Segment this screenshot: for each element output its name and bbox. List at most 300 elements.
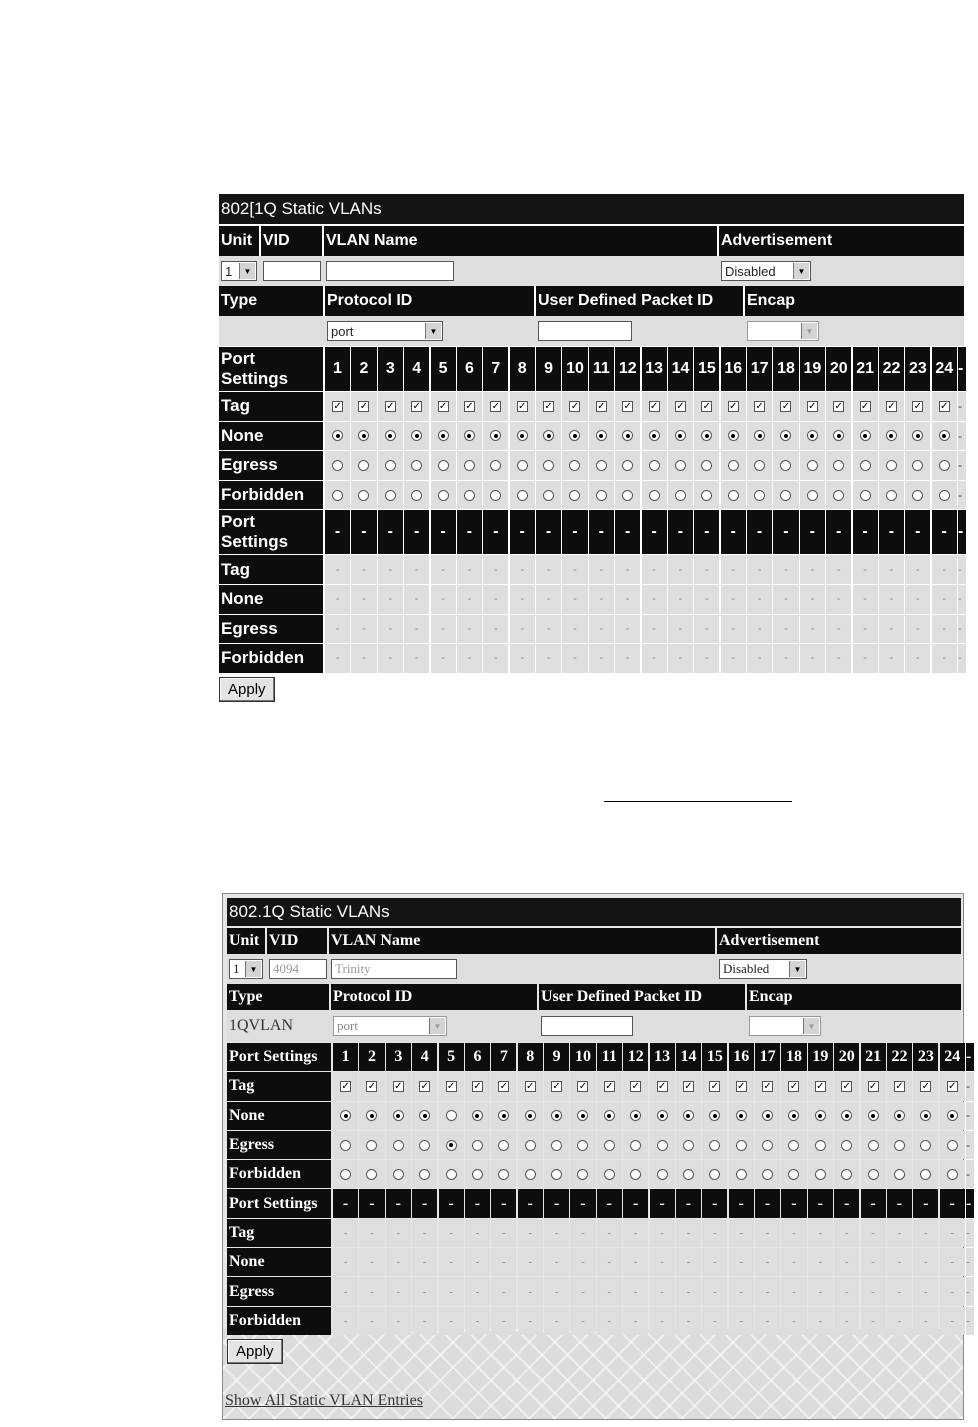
- tag-checkbox[interactable]: ✓: [729, 400, 738, 412]
- egress-radio[interactable]: [472, 1140, 483, 1151]
- encap-select[interactable]: [747, 321, 819, 341]
- empty-port-cell: -: [966, 1248, 974, 1276]
- port-cell: [932, 481, 957, 510]
- empty-port-cell: -: [333, 1248, 358, 1276]
- port-cell: [853, 451, 878, 480]
- forbidden-radio[interactable]: [498, 1169, 509, 1180]
- forbidden-radio[interactable]: [438, 490, 449, 501]
- none-radio[interactable]: [701, 430, 712, 441]
- tag-checkbox[interactable]: ✓: [921, 1080, 931, 1092]
- empty-port-cell: -: [861, 1307, 886, 1335]
- none-radio[interactable]: [498, 1110, 509, 1121]
- port-overflow-cell: -: [958, 347, 966, 391]
- egress-radio[interactable]: [490, 460, 501, 471]
- tag-checkbox[interactable]: ✓: [570, 400, 580, 412]
- port-cell: [834, 1160, 859, 1188]
- none-radio[interactable]: [577, 1110, 588, 1121]
- tag-checkbox[interactable]: ✓: [394, 1080, 403, 1092]
- none-radio[interactable]: [833, 430, 844, 441]
- forbidden-radio[interactable]: [472, 1169, 483, 1180]
- user-defined-input[interactable]: [538, 321, 632, 341]
- egress-radio[interactable]: [657, 1140, 668, 1151]
- empty-port-cell: -: [518, 1277, 543, 1305]
- port-overflow-cell: -: [958, 481, 966, 510]
- vlan-name-input[interactable]: Trinity: [331, 959, 457, 979]
- none-radio[interactable]: [709, 1110, 720, 1121]
- none-radio[interactable]: [366, 1110, 377, 1121]
- forbidden-radio[interactable]: [393, 1169, 404, 1180]
- empty-port-cell: -: [940, 1307, 965, 1335]
- port-cell: [879, 392, 904, 421]
- tag-checkbox[interactable]: ✓: [789, 1080, 799, 1092]
- forbidden-radio[interactable]: [649, 490, 660, 501]
- port-number-header: -: [412, 1189, 437, 1217]
- forbidden-radio[interactable]: [912, 490, 923, 501]
- none-radio[interactable]: [780, 430, 791, 441]
- port-cell: [351, 481, 376, 510]
- port-cell: [510, 451, 535, 480]
- tag-checkbox[interactable]: ✓: [737, 1080, 746, 1092]
- port-number-header: -: [589, 510, 614, 554]
- vlan-name-input[interactable]: [326, 261, 454, 281]
- port-cell: [702, 1072, 727, 1100]
- tag-checkbox[interactable]: ✓: [544, 400, 553, 412]
- forbidden-radio[interactable]: [886, 490, 897, 501]
- forbidden-label: Forbidden: [227, 1160, 331, 1188]
- forbidden-radio[interactable]: [517, 490, 528, 501]
- protocol-id-select[interactable]: [333, 1016, 447, 1036]
- tag-checkbox[interactable]: ✓: [895, 1080, 904, 1092]
- empty-port-cell: -: [642, 615, 667, 644]
- tag-checkbox[interactable]: ✓: [702, 400, 712, 412]
- none-radio[interactable]: [886, 430, 897, 441]
- none-radio[interactable]: [912, 430, 923, 441]
- egress-radio[interactable]: [947, 1140, 958, 1151]
- port-number-header: -: [378, 510, 403, 554]
- egress-radio[interactable]: [393, 1140, 404, 1151]
- egress-radio[interactable]: [525, 1140, 536, 1151]
- tag-checkbox[interactable]: ✓: [386, 400, 395, 412]
- empty-port-cell: -: [351, 585, 376, 614]
- empty-port-cell: -: [465, 1219, 490, 1247]
- egress-radio[interactable]: [446, 1140, 457, 1151]
- advertisement-select[interactable]: [721, 261, 811, 281]
- forbidden-radio[interactable]: [709, 1169, 720, 1180]
- egress-radio[interactable]: [332, 460, 343, 471]
- port-cell: [826, 392, 851, 421]
- apply-button[interactable]: Apply: [219, 677, 275, 702]
- forbidden-radio[interactable]: [701, 490, 712, 501]
- none-radio[interactable]: [543, 430, 554, 441]
- tag-checkbox[interactable]: ✓: [333, 400, 342, 412]
- forbidden-radio[interactable]: [657, 1169, 668, 1180]
- empty-port-cell: -: [702, 1307, 727, 1335]
- forbidden-radio[interactable]: [543, 490, 554, 501]
- egress-radio[interactable]: [498, 1140, 509, 1151]
- tag-checkbox[interactable]: ✓: [623, 400, 632, 412]
- type-header: Type: [227, 984, 329, 1010]
- port-cell: [668, 392, 693, 421]
- forbidden-radio[interactable]: [675, 490, 686, 501]
- tag-checkbox[interactable]: ✓: [438, 400, 448, 412]
- empty-port-cell: -: [905, 585, 930, 614]
- port-cell: [465, 1072, 490, 1100]
- port-cell: [773, 451, 798, 480]
- egress-radio[interactable]: [833, 460, 844, 471]
- empty-port-cell: -: [642, 555, 667, 584]
- port-cell: [404, 481, 429, 510]
- encap-select[interactable]: [749, 1016, 821, 1036]
- port-overflow-cell: -: [966, 1043, 974, 1071]
- empty-port-cell: -: [333, 1219, 358, 1247]
- forbidden-radio[interactable]: [358, 490, 369, 501]
- forbidden-radio[interactable]: [947, 1169, 958, 1180]
- protocol-id-select[interactable]: [327, 321, 443, 341]
- tag-checkbox[interactable]: ✓: [465, 400, 474, 412]
- forbidden-radio[interactable]: [860, 490, 871, 501]
- empty-port-cell: -: [536, 615, 561, 644]
- forbidden-radio[interactable]: [596, 490, 607, 501]
- none-radio[interactable]: [464, 430, 475, 441]
- empty-port-cell: -: [570, 1277, 595, 1305]
- tag-checkbox[interactable]: ✓: [597, 400, 606, 412]
- forbidden-radio[interactable]: [630, 1169, 641, 1180]
- empty-port-cell: -: [966, 1219, 974, 1247]
- forbidden-radio[interactable]: [815, 1169, 826, 1180]
- forbidden-radio[interactable]: [490, 490, 501, 501]
- none-radio[interactable]: [419, 1110, 430, 1121]
- port-cell: [694, 422, 719, 451]
- forbidden-radio[interactable]: [551, 1169, 562, 1180]
- tag-checkbox[interactable]: ✓: [860, 400, 870, 412]
- empty-port-cell: -: [412, 1307, 437, 1335]
- port-number-header: -: [544, 1189, 569, 1217]
- none-radio[interactable]: [860, 430, 871, 441]
- forbidden-radio[interactable]: [332, 490, 343, 501]
- tag-checkbox[interactable]: ✓: [341, 1080, 350, 1092]
- none-radio[interactable]: [385, 430, 396, 441]
- forbidden-radio[interactable]: [939, 490, 950, 501]
- tag-checkbox[interactable]: ✓: [710, 1080, 720, 1092]
- port-cell: [439, 1102, 464, 1130]
- empty-port-cell: -: [483, 555, 508, 584]
- forbidden-radio[interactable]: [894, 1169, 905, 1180]
- none-radio[interactable]: [788, 1110, 799, 1121]
- forbidden-radio[interactable]: [833, 490, 844, 501]
- egress-radio[interactable]: [385, 460, 396, 471]
- apply-button[interactable]: Apply: [227, 1339, 283, 1364]
- egress-radio[interactable]: [630, 1140, 641, 1151]
- empty-port-cell: -: [439, 1277, 464, 1305]
- egress-radio[interactable]: [701, 460, 712, 471]
- egress-radio[interactable]: [728, 460, 739, 471]
- empty-port-cell: -: [826, 585, 851, 614]
- none-radio[interactable]: [841, 1110, 852, 1121]
- egress-radio[interactable]: [596, 460, 607, 471]
- port-cell: [465, 1102, 490, 1130]
- forbidden-radio[interactable]: [525, 1169, 536, 1180]
- empty-port-cell: -: [536, 644, 561, 673]
- egress-radio[interactable]: [780, 460, 791, 471]
- egress-radio[interactable]: [340, 1140, 351, 1151]
- vlan-panel-bottom: [222, 893, 972, 1420]
- forbidden-radio[interactable]: [920, 1169, 931, 1180]
- none-radio[interactable]: [807, 430, 818, 441]
- tag-checkbox[interactable]: ✓: [868, 1080, 878, 1092]
- tag-checkbox[interactable]: ✓: [816, 1080, 825, 1092]
- tag-checkbox[interactable]: ✓: [518, 400, 527, 412]
- forbidden-radio[interactable]: [464, 490, 475, 501]
- forbidden-radio[interactable]: [762, 1169, 773, 1180]
- none-radio[interactable]: [393, 1110, 404, 1121]
- tag-checkbox[interactable]: ✓: [473, 1080, 482, 1092]
- tag-checkbox[interactable]: ✓: [676, 400, 685, 412]
- port-number-header: 20: [834, 1043, 859, 1071]
- tag-checkbox[interactable]: ✓: [552, 1080, 561, 1092]
- forbidden-radio[interactable]: [385, 490, 396, 501]
- forbidden-radio[interactable]: [788, 1169, 799, 1180]
- tag-checkbox[interactable]: ✓: [649, 400, 659, 412]
- none-radio[interactable]: [525, 1110, 536, 1121]
- port-cell: [570, 1072, 595, 1100]
- tag-checkbox[interactable]: ✓: [526, 1080, 535, 1092]
- advertisement-select[interactable]: [719, 959, 807, 979]
- port-grid: [219, 346, 964, 673]
- forbidden-radio[interactable]: [419, 1169, 430, 1180]
- egress-radio[interactable]: [762, 1140, 773, 1151]
- none-radio[interactable]: [736, 1110, 747, 1121]
- unit-select[interactable]: [221, 261, 257, 281]
- none-radio[interactable]: [622, 430, 633, 441]
- egress-radio[interactable]: [543, 460, 554, 471]
- egress-radio[interactable]: [622, 460, 633, 471]
- egress-radio[interactable]: [939, 460, 950, 471]
- port-number-header: -: [518, 1189, 543, 1217]
- port-cell: [808, 1102, 833, 1130]
- egress-radio[interactable]: [920, 1140, 931, 1151]
- egress-radio[interactable]: [358, 460, 369, 471]
- show-all-link[interactable]: Show All Static VLAN Entries: [225, 1392, 423, 1409]
- tag-checkbox[interactable]: ✓: [913, 400, 923, 412]
- egress-radio[interactable]: [736, 1140, 747, 1151]
- forbidden-radio[interactable]: [780, 490, 791, 501]
- none-radio[interactable]: [490, 430, 501, 441]
- port-number-header: 5: [439, 1043, 464, 1071]
- tag-checkbox[interactable]: ✓: [842, 1080, 851, 1092]
- port-cell: [378, 481, 403, 510]
- port-cell: [536, 422, 561, 451]
- egress-radio[interactable]: [569, 460, 580, 471]
- tag-checkbox[interactable]: ✓: [446, 1080, 456, 1092]
- port-cell: [879, 481, 904, 510]
- egress-radio[interactable]: [807, 460, 818, 471]
- egress-radio[interactable]: [464, 460, 475, 471]
- port-cell: [615, 451, 640, 480]
- egress-radio[interactable]: [860, 460, 871, 471]
- port-number-header: -: [404, 510, 429, 554]
- empty-port-cell: -: [597, 1277, 622, 1305]
- forbidden-radio[interactable]: [411, 490, 422, 501]
- none-radio[interactable]: [868, 1110, 879, 1121]
- egress-radio[interactable]: [683, 1140, 694, 1151]
- forbidden-radio[interactable]: [604, 1169, 615, 1180]
- port-number-header: -: [615, 510, 640, 554]
- type-header: Type: [219, 286, 323, 316]
- none-radio[interactable]: [411, 430, 422, 441]
- empty-port-cell: -: [887, 1248, 912, 1276]
- empty-port-cell: -: [676, 1277, 701, 1305]
- vid-input[interactable]: 4094: [269, 959, 327, 979]
- none-radio[interactable]: [894, 1110, 905, 1121]
- empty-port-cell: -: [676, 1219, 701, 1247]
- egress-radio[interactable]: [411, 460, 422, 471]
- tag-checkbox[interactable]: ✓: [948, 1080, 957, 1092]
- triangle-down-icon: ▼: [803, 1018, 819, 1034]
- none-radio[interactable]: [649, 430, 660, 441]
- port-cell: [642, 422, 667, 451]
- egress-radio[interactable]: [366, 1140, 377, 1151]
- egress-radio[interactable]: [912, 460, 923, 471]
- none-radio[interactable]: [939, 430, 950, 441]
- egress-radio[interactable]: [419, 1140, 430, 1151]
- forbidden-radio[interactable]: [622, 490, 633, 501]
- none-radio[interactable]: [517, 430, 528, 441]
- egress-radio[interactable]: [709, 1140, 720, 1151]
- none-radio[interactable]: [754, 430, 765, 441]
- tag-checkbox[interactable]: ✓: [491, 400, 501, 412]
- none-radio[interactable]: [551, 1110, 562, 1121]
- egress-radio[interactable]: [868, 1140, 879, 1151]
- egress-radio[interactable]: [815, 1140, 826, 1151]
- tag-checkbox[interactable]: ✓: [755, 400, 764, 412]
- forbidden-radio[interactable]: [868, 1169, 879, 1180]
- port-cell: [386, 1102, 411, 1130]
- egress-radio[interactable]: [551, 1140, 562, 1151]
- egress-radio[interactable]: [438, 460, 449, 471]
- egress-radio[interactable]: [841, 1140, 852, 1151]
- empty-port-cell: -: [378, 555, 403, 584]
- port-number-header: 14: [676, 1043, 701, 1071]
- none-radio[interactable]: [920, 1110, 931, 1121]
- port-cell: [518, 1160, 543, 1188]
- forbidden-radio[interactable]: [340, 1169, 351, 1180]
- tag-checkbox[interactable]: ✓: [887, 400, 896, 412]
- egress-radio[interactable]: [788, 1140, 799, 1151]
- forbidden-radio[interactable]: [807, 490, 818, 501]
- port-cell: [747, 481, 772, 510]
- none-radio[interactable]: [815, 1110, 826, 1121]
- forbidden-radio[interactable]: [577, 1169, 588, 1180]
- forbidden-radio[interactable]: [446, 1169, 457, 1180]
- none-radio[interactable]: [657, 1110, 668, 1121]
- forbidden-label: Forbidden: [219, 644, 323, 673]
- tag-checkbox[interactable]: ✓: [940, 400, 949, 412]
- tag-checkbox[interactable]: ✓: [359, 400, 369, 412]
- tag-checkbox[interactable]: ✓: [578, 1080, 588, 1092]
- port-number-header: -: [853, 510, 878, 554]
- unit-select[interactable]: [229, 959, 263, 979]
- forbidden-radio[interactable]: [569, 490, 580, 501]
- tag-checkbox[interactable]: ✓: [808, 400, 817, 412]
- port-number-header: 9: [544, 1043, 569, 1071]
- empty-port-cell: -: [773, 555, 798, 584]
- egress-radio[interactable]: [894, 1140, 905, 1151]
- empty-port-cell: -: [755, 1219, 780, 1247]
- forbidden-radio[interactable]: [754, 490, 765, 501]
- egress-radio[interactable]: [649, 460, 660, 471]
- empty-port-cell: -: [615, 585, 640, 614]
- forbidden-radio[interactable]: [841, 1169, 852, 1180]
- empty-port-cell: -: [808, 1277, 833, 1305]
- none-radio[interactable]: [596, 430, 607, 441]
- tag-checkbox[interactable]: ✓: [367, 1080, 377, 1092]
- forbidden-radio[interactable]: [736, 1169, 747, 1180]
- egress-radio[interactable]: [604, 1140, 615, 1151]
- tag-checkbox[interactable]: ✓: [605, 1080, 614, 1092]
- tag-checkbox[interactable]: ✓: [412, 400, 421, 412]
- forbidden-radio[interactable]: [728, 490, 739, 501]
- port-cell: [544, 1160, 569, 1188]
- egress-radio[interactable]: [577, 1140, 588, 1151]
- port-number-header: -: [861, 1189, 886, 1217]
- empty-port-cell: -: [589, 644, 614, 673]
- port-cell: [773, 481, 798, 510]
- empty-port-cell: -: [325, 615, 350, 644]
- port-number-header: 6: [457, 347, 482, 391]
- none-radio[interactable]: [358, 430, 369, 441]
- none-radio[interactable]: [947, 1110, 958, 1121]
- user-defined-input[interactable]: [541, 1016, 633, 1036]
- egress-radio[interactable]: [675, 460, 686, 471]
- empty-port-cell: -: [702, 1219, 727, 1247]
- tag-checkbox[interactable]: ✓: [834, 400, 843, 412]
- egress-radio[interactable]: [886, 460, 897, 471]
- vid-input[interactable]: [263, 261, 321, 281]
- none-radio[interactable]: [332, 430, 343, 441]
- none-radio[interactable]: [728, 430, 739, 441]
- tag-checkbox[interactable]: ✓: [499, 1080, 509, 1092]
- tag-checkbox[interactable]: ✓: [781, 400, 791, 412]
- tag-checkbox[interactable]: ✓: [684, 1080, 693, 1092]
- port-cell: [650, 1072, 675, 1100]
- empty-port-cell: -: [729, 1307, 754, 1335]
- none-radio[interactable]: [569, 430, 580, 441]
- port-number-header: 17: [755, 1043, 780, 1071]
- port-number-header: 14: [668, 347, 693, 391]
- none-radio[interactable]: [683, 1110, 694, 1121]
- port-number-header: 21: [853, 347, 878, 391]
- none-radio[interactable]: [630, 1110, 641, 1121]
- forbidden-radio[interactable]: [366, 1169, 377, 1180]
- port-cell: [826, 481, 851, 510]
- tag-checkbox[interactable]: ✓: [420, 1080, 429, 1092]
- none-radio[interactable]: [438, 430, 449, 441]
- none-radio[interactable]: [762, 1110, 773, 1121]
- none-radio[interactable]: [675, 430, 686, 441]
- none-radio[interactable]: [604, 1110, 615, 1121]
- none-radio[interactable]: [472, 1110, 483, 1121]
- empty-port-cell: -: [676, 1307, 701, 1335]
- empty-port-cell: -: [800, 585, 825, 614]
- egress-radio[interactable]: [754, 460, 765, 471]
- tag-checkbox[interactable]: ✓: [763, 1080, 772, 1092]
- none-radio[interactable]: [340, 1110, 351, 1121]
- tag-checkbox[interactable]: ✓: [657, 1080, 667, 1092]
- none-radio[interactable]: [446, 1110, 457, 1121]
- forbidden-radio[interactable]: [683, 1169, 694, 1180]
- egress-radio[interactable]: [517, 460, 528, 471]
- tag-checkbox[interactable]: ✓: [631, 1080, 640, 1092]
